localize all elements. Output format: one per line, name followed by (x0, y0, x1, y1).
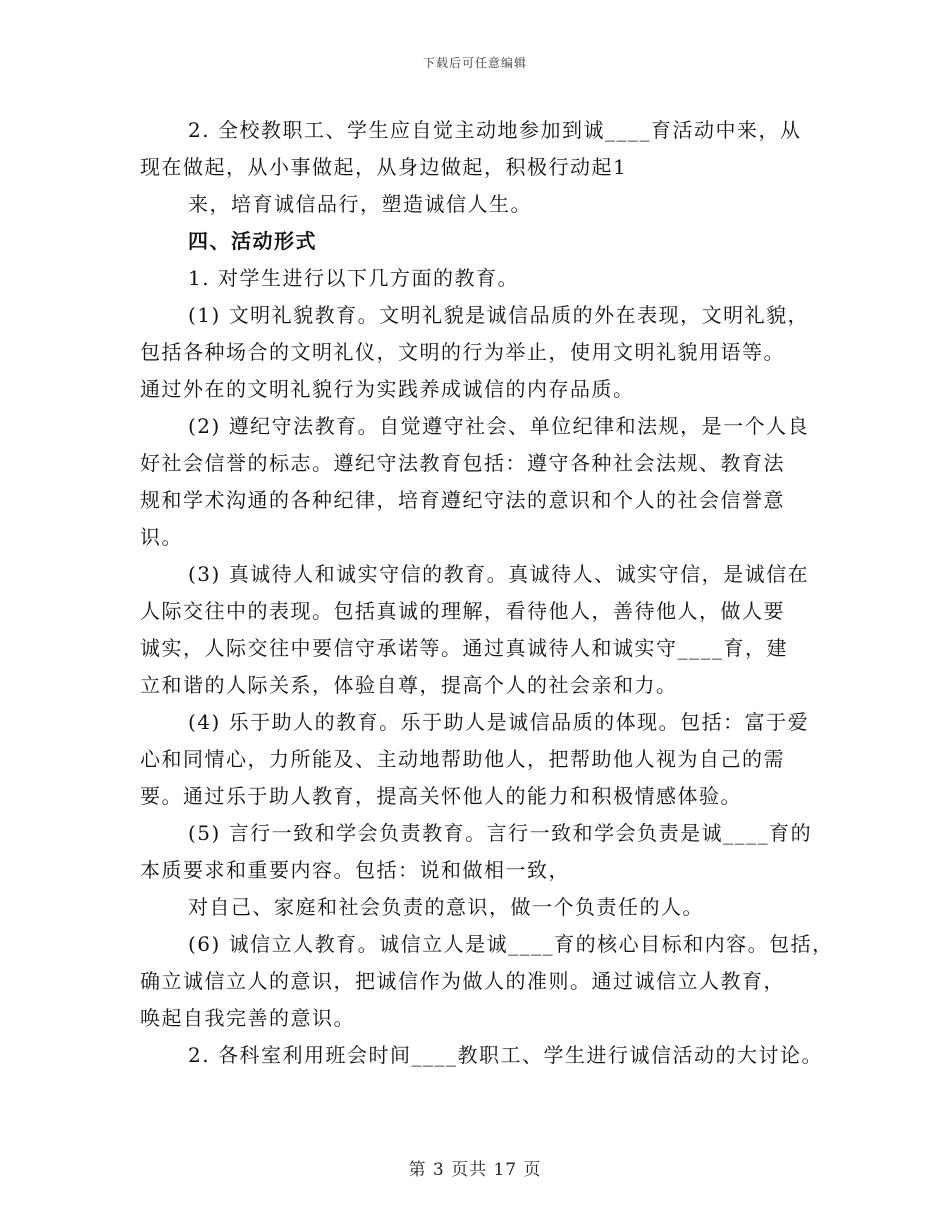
paragraph-line: 人际交往中的表现。包括真诚的理解，看待他人，善待他人，做人要 (140, 599, 785, 623)
section-heading: 四、活动形式 (188, 229, 317, 253)
paragraph-line: (2) 遵纪守法教育。自觉遵守社会、单位纪律和法规，是一个人良 (188, 414, 810, 438)
paragraph-line: (1) 文明礼貌教育。文明礼貌是诚信品质的外在表现，文明礼貌， (188, 303, 810, 327)
paragraph-line: 本质要求和重要内容。包括：说和做相一致， (140, 858, 570, 882)
paragraph-line: 心和同情心，力所能及、主动地帮助他人，把帮助他人视为自己的需 (140, 747, 785, 771)
document-body (140, 112, 834, 1074)
paragraph-line: 立和谐的人际关系，体验自尊，提高个人的社会亲和力。 (140, 673, 678, 697)
paragraph-line: 1. 对学生进行以下几方面的教育。 (188, 266, 519, 290)
paragraph-line: (5) 言行一致和学会负责教育。言行一致和学会负责是诚____育的 (188, 821, 813, 845)
paragraph-line: 诚实，人际交往中要信守承诺等。通过真诚待人和诚实守____育，建 (140, 636, 788, 660)
paragraph-line: (3) 真诚待人和诚实守信的教育。真诚待人、诚实守信，是诚信在 (188, 562, 810, 586)
paragraph-line: 识。 (140, 525, 183, 549)
paragraph-line: (4) 乐于助人的教育。乐于助人是诚信品质的体现。包括：富于爱 (188, 710, 810, 734)
paragraph-line: 要。通过乐于助人教育，提高关怀他人的能力和积极情感体验。 (140, 784, 742, 808)
page-header: 下载后可任意编辑 (422, 56, 527, 70)
paragraph-line: 唤起自我完善的意识。 (140, 1006, 355, 1030)
paragraph-line: 来，培育诚信品行，塑造诚信人生。 (188, 192, 532, 216)
paragraph-line: 通过外在的文明礼貌行为实践养成诚信的内存品质。 (140, 377, 635, 401)
paragraph-line: (6) 诚信立人教育。诚信立人是诚____育的核心目标和内容。包括， (188, 932, 834, 956)
paragraph-line: 2. 全校教职工、学生应自觉主动地参加到诚____育活动中来，从 (188, 118, 802, 142)
paragraph-line: 对自己、家庭和社会负责的意识，做一个负责任的人。 (188, 895, 704, 919)
paragraph-line: 好社会信誉的标志。遵纪守法教育包括：遵守各种社会法规、教育法 (140, 451, 785, 475)
paragraph-line: 包括各种场合的文明礼仪，文明的行为举止，使用文明礼貌用语等。 (140, 340, 785, 364)
paragraph-line: 现在做起，从小事做起，从身边做起，积极行动起1 (140, 155, 628, 179)
paragraph-line: 确立诚信立人的意识，把诚信作为做人的准则。通过诚信立人教育， (140, 969, 785, 993)
paragraph-line: 规和学术沟通的各种纪律，培育遵纪守法的意识和个人的社会信誉意 (140, 488, 785, 512)
page-number: 第 3 页共 17 页 (408, 1160, 542, 1180)
paragraph-line: 2. 各科室利用班会时间____教职工、学生进行诚信活动的大讨论。 (188, 1043, 823, 1067)
